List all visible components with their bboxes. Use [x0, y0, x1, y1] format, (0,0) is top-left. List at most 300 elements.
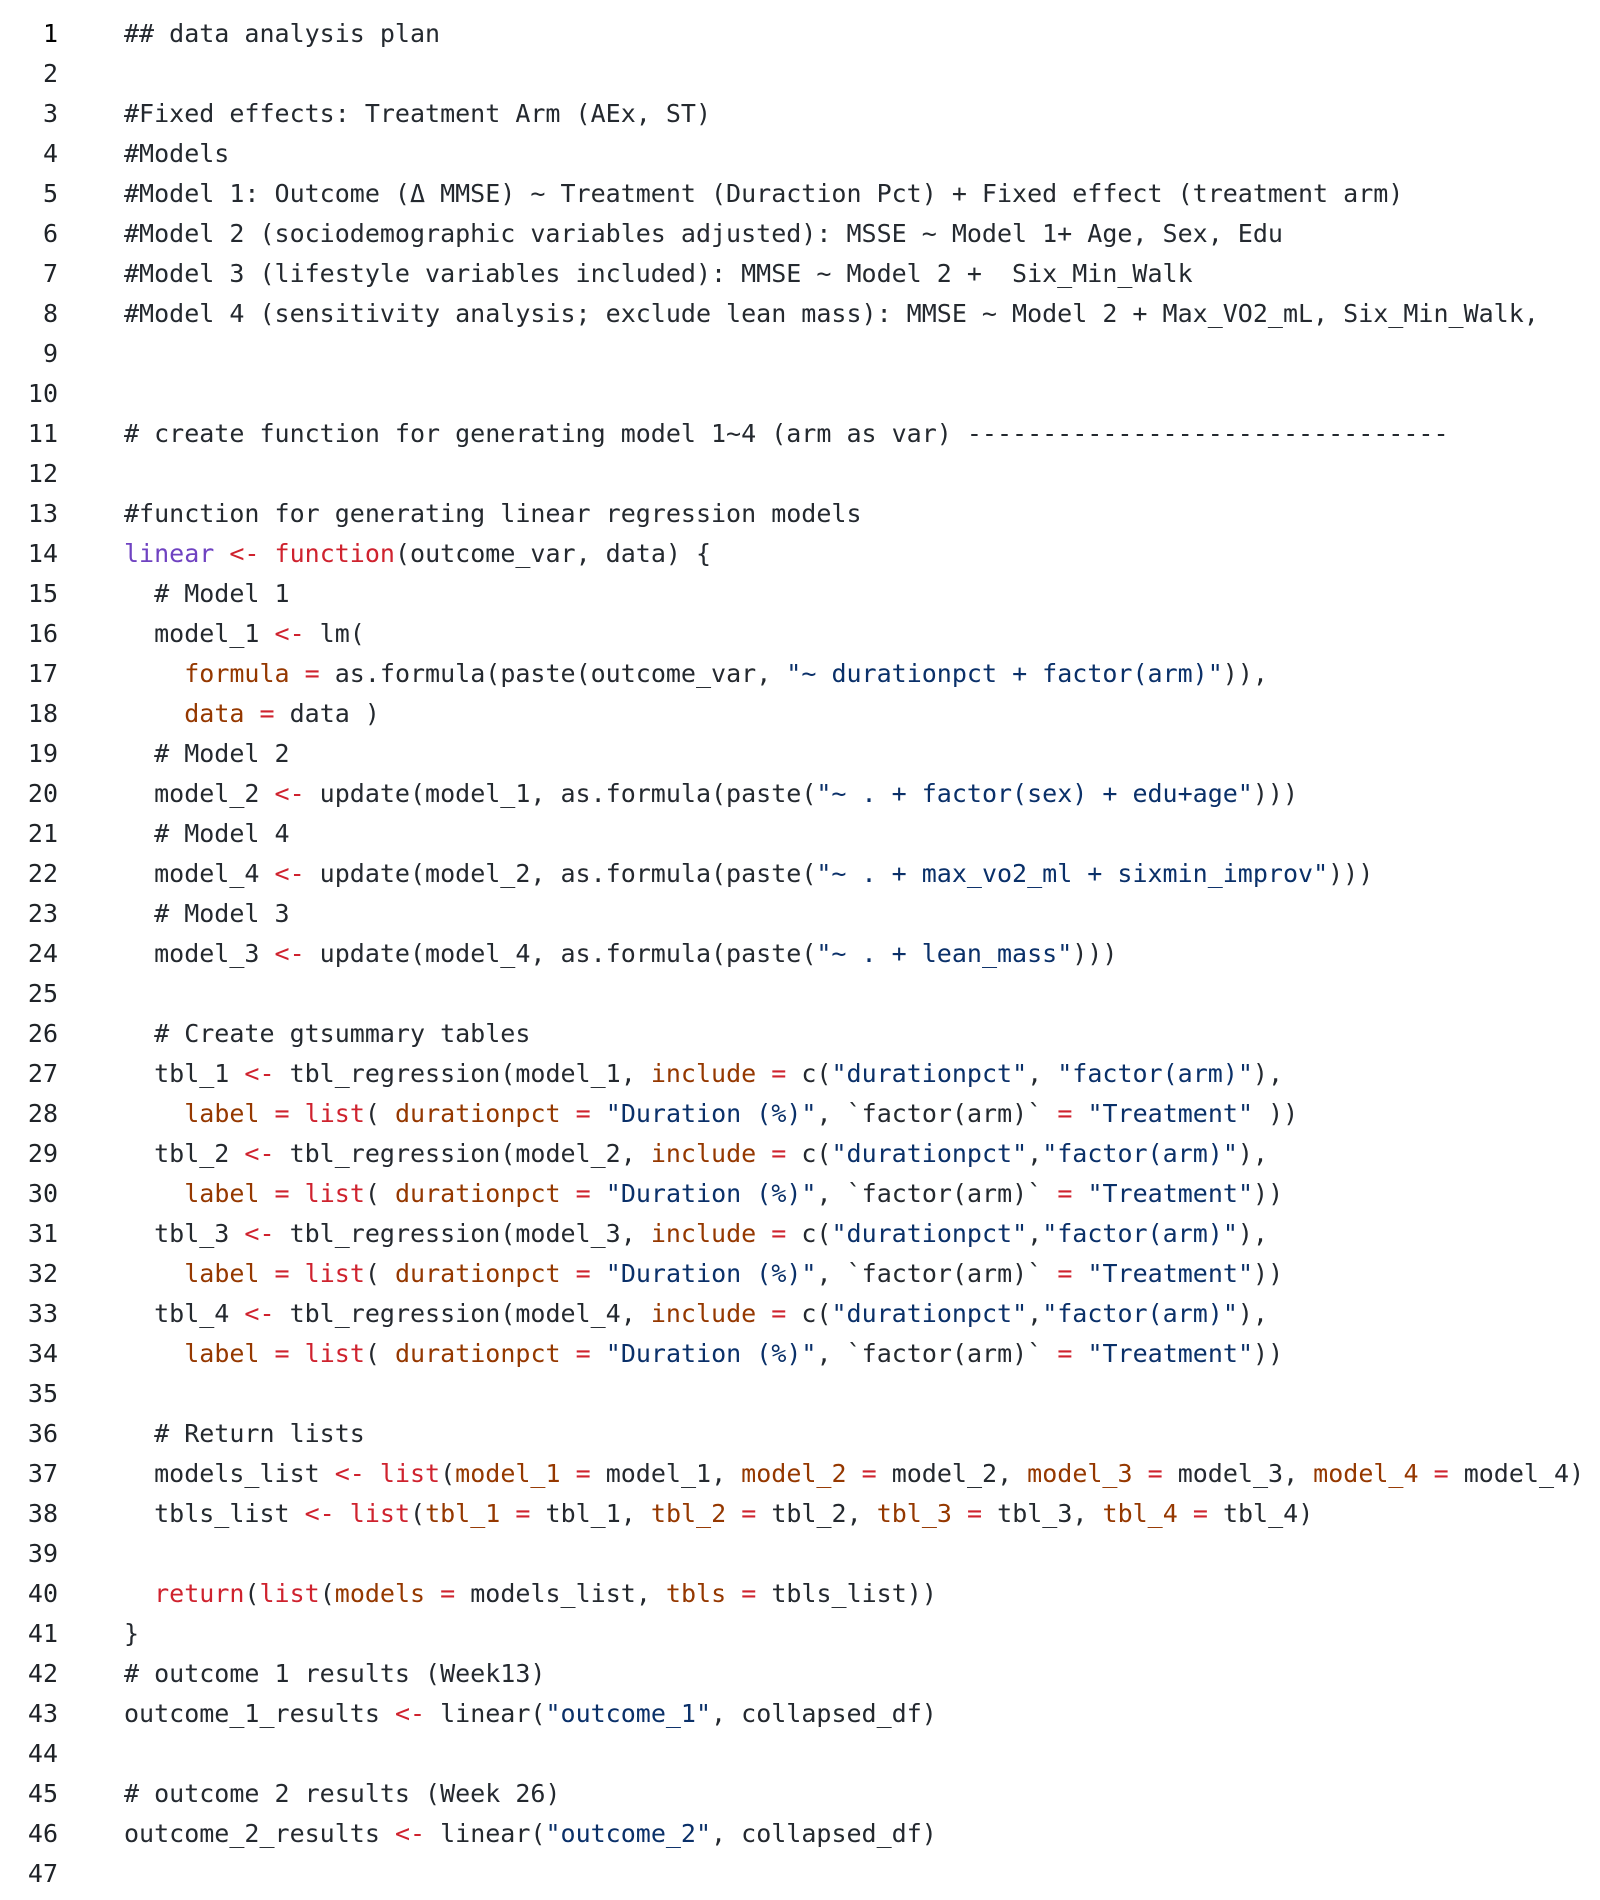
line-number: 16: [27, 619, 58, 648]
code-token-plain: [290, 659, 305, 688]
code-text[interactable]: [58, 1414, 1600, 1454]
line-number: 26: [27, 1019, 58, 1048]
code-text[interactable]: [58, 134, 1600, 174]
code-token-kw: function: [274, 539, 395, 568]
code-token-op: =: [274, 1339, 290, 1368]
code-line[interactable]: [0, 1414, 1600, 1454]
code-token-op: =: [1057, 1339, 1073, 1368]
code-token-op: <-: [274, 779, 305, 808]
code-token-op: =: [1057, 1259, 1073, 1288]
code-token-op: =: [1192, 1499, 1208, 1528]
code-line[interactable]: [0, 294, 1600, 334]
code-token-op: <-: [244, 1219, 275, 1248]
code-text[interactable]: [58, 854, 1600, 894]
code-token-plain: models_list: [124, 1459, 335, 1488]
code-line[interactable]: [0, 854, 1600, 894]
code-text[interactable]: [58, 1294, 1600, 1334]
code-line[interactable]: [0, 654, 1600, 694]
code-token-op: =: [1433, 1459, 1449, 1488]
code-token-op: <-: [244, 1139, 275, 1168]
code-token-plain: [259, 1099, 274, 1128]
code-token-comment: # create function for generating model 1~4 (arm as var) --------------------------------: [124, 419, 1449, 448]
code-token-plain: model_1,: [590, 1459, 742, 1488]
code-token-plain: [561, 1179, 576, 1208]
code-token-str: "Duration (%)": [605, 1259, 817, 1288]
code-token-op: =: [861, 1459, 877, 1488]
code-token-str: "durationpct": [831, 1299, 1028, 1328]
code-token-kw: list: [259, 1579, 320, 1608]
code-token-plain: outcome_2_results: [124, 1819, 395, 1848]
code-token-arg: tbl_3: [876, 1499, 952, 1528]
code-text[interactable]: [58, 414, 1600, 454]
code-token-op: <-: [304, 1499, 335, 1528]
code-token-op: <-: [334, 1459, 365, 1488]
code-token-plain: models_list,: [455, 1579, 666, 1608]
code-line[interactable]: [0, 614, 1600, 654]
code-text[interactable]: [58, 1214, 1600, 1254]
code-text[interactable]: [58, 934, 1600, 974]
code-token-op: =: [274, 1179, 290, 1208]
code-token-str: "Duration (%)": [605, 1099, 817, 1128]
code-token-comment: #Model 4 (sensitivity analysis; exclude lean mass): MMSE ~ Model 2 + Max_VO2_mL, Six_Min_Walk,: [124, 299, 1539, 328]
code-token-plain: , `factor(arm)`: [816, 1099, 1058, 1128]
code-line[interactable]: [0, 1334, 1600, 1374]
code-token-plain: tbl_1: [124, 1059, 245, 1088]
code-token-str: "~ . + factor(sex) + edu+age": [816, 779, 1253, 808]
code-token-plain: [756, 1139, 771, 1168]
code-token-plain: tbl_regression(model_3,: [274, 1219, 651, 1248]
code-token-str: "~ . + max_vo2_ml + sixmin_improv": [816, 859, 1329, 888]
code-token-plain: }: [124, 1619, 140, 1648]
line-number: 29: [27, 1139, 58, 1168]
code-token-comment: # Model 3: [124, 899, 290, 928]
line-number: 21: [27, 819, 58, 848]
code-text[interactable]: [58, 1014, 1600, 1054]
code-line[interactable]: [0, 934, 1600, 974]
code-token-plain: [561, 1339, 576, 1368]
code-token-plain: linear(: [425, 1699, 546, 1728]
code-token-plain: ))): [1252, 779, 1299, 808]
code-text[interactable]: [58, 334, 1600, 374]
code-text[interactable]: [58, 174, 1600, 214]
line-number: 45: [27, 1779, 58, 1808]
line-number: 25: [27, 979, 58, 1008]
code-line[interactable]: [0, 574, 1600, 614]
code-token-arg: tbl_1: [425, 1499, 501, 1528]
code-token-str: "factor(arm)": [1057, 1059, 1253, 1088]
code-token-op: <-: [244, 1059, 275, 1088]
code-token-arg: model_1: [455, 1459, 561, 1488]
code-token-arg: include: [650, 1059, 757, 1088]
code-text[interactable]: [58, 1814, 1600, 1854]
code-token-plain: [124, 699, 184, 728]
code-token-op: =: [274, 1259, 290, 1288]
code-token-plain: [591, 1179, 606, 1208]
code-token-op: =: [771, 1219, 787, 1248]
code-line[interactable]: [0, 174, 1600, 214]
code-token-arg: include: [650, 1299, 757, 1328]
code-text[interactable]: [58, 1134, 1600, 1174]
code-text[interactable]: [58, 694, 1600, 734]
code-text[interactable]: [58, 494, 1600, 534]
code-line[interactable]: [0, 694, 1600, 734]
code-token-arg: durationpct: [395, 1339, 561, 1368]
code-text[interactable]: [58, 894, 1600, 934]
code-token-plain: [290, 1339, 305, 1368]
code-token-plain: update(model_4, as.formula(paste(: [304, 939, 817, 968]
code-token-plain: c(: [786, 1299, 832, 1328]
code-editor[interactable]: [0, 14, 1600, 1894]
code-token-plain: c(: [786, 1219, 832, 1248]
line-number: 47: [27, 1859, 58, 1888]
code-token-plain: [259, 1339, 274, 1368]
code-text[interactable]: [58, 574, 1600, 614]
code-token-plain: [1072, 1259, 1087, 1288]
code-text[interactable]: [58, 1774, 1600, 1814]
code-token-plain: [1072, 1179, 1087, 1208]
code-line[interactable]: [0, 1294, 1600, 1334]
code-text[interactable]: [58, 1334, 1600, 1374]
code-line[interactable]: [0, 1654, 1600, 1694]
code-line[interactable]: [0, 894, 1600, 934]
code-text[interactable]: [58, 1694, 1600, 1734]
line-number: 22: [27, 859, 58, 888]
code-token-plain: [756, 1059, 771, 1088]
code-token-str: "outcome_2": [545, 1819, 712, 1848]
code-token-plain: model_1: [124, 619, 275, 648]
code-line[interactable]: [0, 54, 1600, 94]
code-token-arg: tbls: [665, 1579, 727, 1608]
code-token-plain: ))): [1072, 939, 1118, 968]
code-token-arg: include: [650, 1219, 757, 1248]
code-text[interactable]: [58, 1734, 1600, 1774]
code-token-op: =: [515, 1499, 531, 1528]
code-token-kw: list: [304, 1259, 365, 1288]
line-number: 9: [42, 339, 58, 368]
code-line[interactable]: [0, 1014, 1600, 1054]
line-number: 43: [27, 1699, 58, 1728]
code-line[interactable]: [0, 734, 1600, 774]
code-text[interactable]: [58, 1854, 1600, 1894]
code-token-str: "Duration (%)": [605, 1339, 817, 1368]
line-number: 27: [27, 1059, 58, 1088]
code-token-str: "durationpct": [831, 1059, 1028, 1088]
code-line[interactable]: [0, 1614, 1600, 1654]
code-line[interactable]: [0, 1734, 1600, 1774]
code-token-op: =: [1147, 1459, 1163, 1488]
code-token-comment: #Model 1: Outcome (Δ MMSE) ~ Treatment (Duraction Pct) + Fixed effect (treatment arm): [124, 179, 1404, 208]
code-text[interactable]: [58, 974, 1600, 1014]
code-line[interactable]: [0, 534, 1600, 574]
code-token-plain: tbl_regression(model_1,: [274, 1059, 651, 1088]
line-number: 38: [27, 1499, 58, 1528]
line-number: 24: [27, 939, 58, 968]
line-number: 13: [27, 499, 58, 528]
code-token-plain: tbls_list: [124, 1499, 305, 1528]
code-text[interactable]: [58, 214, 1600, 254]
code-text[interactable]: [58, 1654, 1600, 1694]
code-text[interactable]: [58, 734, 1600, 774]
code-token-plain: [756, 1299, 771, 1328]
code-token-plain: [1419, 1459, 1434, 1488]
code-line[interactable]: [0, 1134, 1600, 1174]
code-text[interactable]: [58, 774, 1600, 814]
code-text[interactable]: [58, 14, 1600, 54]
code-line[interactable]: [0, 774, 1600, 814]
line-number: 12: [27, 459, 58, 488]
code-line[interactable]: [0, 254, 1600, 294]
code-text[interactable]: [58, 1174, 1600, 1214]
code-token-arg: tbl_2: [650, 1499, 727, 1528]
code-token-plain: (: [410, 1499, 426, 1528]
code-line[interactable]: [0, 1374, 1600, 1414]
code-token-arg: formula: [184, 659, 290, 688]
code-token-op: <-: [394, 1699, 426, 1728]
code-token-plain: [591, 1339, 606, 1368]
code-token-op: =: [575, 1459, 591, 1488]
code-token-plain: [290, 1259, 305, 1288]
code-token-arg: model_3: [1027, 1459, 1133, 1488]
code-line[interactable]: [0, 1174, 1600, 1214]
code-token-plain: lm(: [304, 619, 365, 648]
code-line[interactable]: [0, 14, 1600, 54]
code-token-plain: , `factor(arm)`: [816, 1339, 1058, 1368]
code-text[interactable]: [58, 654, 1600, 694]
code-line[interactable]: [0, 1574, 1600, 1614]
code-line[interactable]: [0, 1694, 1600, 1734]
line-number: 40: [27, 1579, 58, 1608]
code-token-plain: update(model_2, as.formula(paste(: [304, 859, 817, 888]
code-token-plain: )),: [1222, 659, 1268, 688]
code-token-plain: )): [1253, 1259, 1284, 1288]
code-token-plain: [726, 1499, 741, 1528]
line-number: 5: [42, 179, 58, 208]
code-token-plain: [561, 1459, 576, 1488]
code-line[interactable]: [0, 94, 1600, 134]
line-number: 35: [27, 1379, 58, 1408]
code-line[interactable]: [0, 454, 1600, 494]
code-line[interactable]: [0, 1214, 1600, 1254]
code-token-comment: #Model 2 (sociodemographic variables adjusted): MSSE ~ Model 1+ Age, Sex, Edu: [124, 219, 1283, 248]
code-token-kw: list: [379, 1459, 441, 1488]
code-text[interactable]: [58, 614, 1600, 654]
code-token-plain: [425, 1579, 440, 1608]
code-text[interactable]: [58, 1614, 1600, 1654]
code-token-arg: data: [184, 699, 245, 728]
code-text[interactable]: [58, 534, 1600, 574]
line-number: 31: [27, 1219, 58, 1248]
code-line[interactable]: [0, 1254, 1600, 1294]
line-number: 14: [27, 539, 58, 568]
code-text[interactable]: [58, 1054, 1600, 1094]
code-token-plain: [259, 539, 274, 568]
line-number: 23: [27, 899, 58, 928]
code-token-op: =: [741, 1579, 757, 1608]
code-line[interactable]: [0, 1094, 1600, 1134]
code-token-plain: tbl_1,: [530, 1499, 651, 1528]
code-text[interactable]: [58, 254, 1600, 294]
code-token-plain: ),: [1237, 1299, 1268, 1328]
code-token-arg: include: [650, 1139, 757, 1168]
code-token-str: "factor(arm)": [1042, 1219, 1238, 1248]
code-token-plain: [952, 1499, 967, 1528]
code-token-plain: , collapsed_df): [711, 1819, 937, 1848]
code-token-arg: model_4: [1313, 1459, 1419, 1488]
code-token-plain: [214, 539, 229, 568]
code-text[interactable]: [58, 1094, 1600, 1134]
line-number: 1: [42, 19, 58, 48]
line-number: 30: [27, 1179, 58, 1208]
code-token-plain: [847, 1459, 862, 1488]
code-text[interactable]: [58, 54, 1600, 94]
code-text[interactable]: [58, 294, 1600, 334]
code-token-str: "durationpct": [831, 1219, 1028, 1248]
code-token-plain: [335, 1499, 350, 1528]
code-text[interactable]: [58, 1494, 1600, 1534]
code-token-plain: ),: [1252, 1059, 1284, 1088]
code-token-op: =: [771, 1299, 787, 1328]
code-token-arg: label: [184, 1099, 260, 1128]
code-token-arg: models: [334, 1579, 426, 1608]
code-line[interactable]: [0, 334, 1600, 374]
code-token-plain: , `factor(arm)`: [816, 1179, 1058, 1208]
code-token-plain: )): [1253, 1099, 1299, 1128]
code-token-comment: # Return lists: [124, 1419, 365, 1448]
line-number: 36: [27, 1419, 58, 1448]
code-token-plain: [1072, 1099, 1087, 1128]
code-token-comment: #Models: [124, 139, 230, 168]
code-token-str: "durationpct": [831, 1139, 1028, 1168]
code-token-comment: ## data analysis plan: [124, 19, 441, 48]
code-text[interactable]: [58, 814, 1600, 854]
code-token-str: "Duration (%)": [605, 1179, 817, 1208]
code-token-plain: model_2,: [876, 1459, 1028, 1488]
code-token-plain: ,: [1027, 1299, 1043, 1328]
code-token-plain: [591, 1259, 606, 1288]
code-token-plain: [124, 1579, 154, 1608]
code-line[interactable]: [0, 1054, 1600, 1094]
code-token-plain: (: [364, 1339, 395, 1368]
code-token-comment: # Model 1: [124, 579, 290, 608]
code-token-plain: [124, 1179, 184, 1208]
code-line[interactable]: [0, 1534, 1600, 1574]
code-token-plain: [244, 699, 259, 728]
code-token-comment: # Model 4: [124, 819, 290, 848]
code-token-kw: return: [154, 1579, 245, 1608]
code-line[interactable]: [0, 494, 1600, 534]
code-token-arg: label: [184, 1259, 260, 1288]
code-text[interactable]: [58, 1254, 1600, 1294]
code-token-plain: (: [364, 1259, 395, 1288]
code-line[interactable]: [0, 1494, 1600, 1534]
line-number: 4: [42, 139, 58, 168]
code-token-kw: list: [304, 1099, 365, 1128]
line-number: 17: [27, 659, 58, 688]
code-token-str: "Treatment": [1087, 1099, 1254, 1128]
code-line[interactable]: [0, 1814, 1600, 1854]
code-token-plain: [124, 659, 184, 688]
code-token-plain: model_3,: [1162, 1459, 1314, 1488]
code-token-plain: ,: [1027, 1219, 1043, 1248]
line-number: 28: [27, 1099, 58, 1128]
code-token-plain: ))): [1328, 859, 1374, 888]
code-token-str: "factor(arm)": [1042, 1299, 1238, 1328]
line-number: 6: [42, 219, 58, 248]
code-token-comment: #Fixed effects: Treatment Arm (AEx, ST): [124, 99, 711, 128]
code-text[interactable]: [58, 454, 1600, 494]
code-text[interactable]: [58, 1454, 1600, 1494]
line-number: 8: [42, 299, 58, 328]
code-line[interactable]: [0, 374, 1600, 414]
code-token-plain: tbl_regression(model_4,: [274, 1299, 651, 1328]
code-token-op: <-: [274, 619, 305, 648]
code-token-plain: tbl_3: [124, 1219, 245, 1248]
code-text[interactable]: [58, 94, 1600, 134]
code-token-plain: [124, 1259, 184, 1288]
line-number: 33: [27, 1299, 58, 1328]
code-token-op: =: [771, 1059, 787, 1088]
line-number: 42: [27, 1659, 58, 1688]
code-token-arg: label: [184, 1339, 260, 1368]
code-line[interactable]: [0, 1774, 1600, 1814]
code-token-op: <-: [244, 1299, 275, 1328]
line-number: 34: [27, 1339, 58, 1368]
code-token-op: <-: [274, 939, 305, 968]
code-token-str: "outcome_1": [545, 1699, 712, 1728]
line-number: 3: [42, 99, 58, 128]
line-number: 11: [27, 419, 58, 448]
code-line[interactable]: [0, 1454, 1600, 1494]
line-number: 2: [42, 59, 58, 88]
code-token-arg: model_2: [741, 1459, 847, 1488]
code-token-op: =: [967, 1499, 983, 1528]
code-line[interactable]: [0, 1854, 1600, 1894]
code-line[interactable]: [0, 214, 1600, 254]
code-token-op: <-: [394, 1819, 426, 1848]
code-token-str: "Treatment": [1087, 1179, 1254, 1208]
code-line[interactable]: [0, 134, 1600, 174]
code-token-plain: tbl_2,: [756, 1499, 877, 1528]
code-token-plain: (outcome_var, data) {: [394, 539, 712, 568]
code-text[interactable]: [58, 1374, 1600, 1414]
code-text[interactable]: [58, 1574, 1600, 1614]
code-line[interactable]: [0, 414, 1600, 454]
code-line[interactable]: [0, 974, 1600, 1014]
code-token-comment: # Model 2: [124, 739, 290, 768]
code-token-plain: tbl_4: [124, 1299, 245, 1328]
code-token-var: linear: [124, 539, 215, 568]
code-text[interactable]: [58, 1534, 1600, 1574]
code-token-plain: , `factor(arm)`: [816, 1259, 1058, 1288]
code-token-arg: durationpct: [395, 1259, 561, 1288]
code-text[interactable]: [58, 374, 1600, 414]
code-token-plain: [259, 1259, 274, 1288]
line-number: 20: [27, 779, 58, 808]
code-token-comment: #Model 3 (lifestyle variables included): MMSE ~ Model 2 + Six_Min_Walk: [124, 259, 1193, 288]
code-token-kw: list: [304, 1179, 365, 1208]
code-token-comment: #function for generating linear regression models: [124, 499, 862, 528]
code-token-plain: data ): [274, 699, 380, 728]
code-token-plain: tbl_4): [1207, 1499, 1314, 1528]
code-token-op: =: [274, 1099, 290, 1128]
code-token-plain: )): [1253, 1179, 1284, 1208]
code-line[interactable]: [0, 814, 1600, 854]
line-number: 32: [27, 1259, 58, 1288]
code-token-str: "factor(arm)": [1042, 1139, 1238, 1168]
code-token-plain: (: [364, 1099, 395, 1128]
code-token-plain: ),: [1237, 1219, 1268, 1248]
code-token-op: <-: [229, 539, 260, 568]
